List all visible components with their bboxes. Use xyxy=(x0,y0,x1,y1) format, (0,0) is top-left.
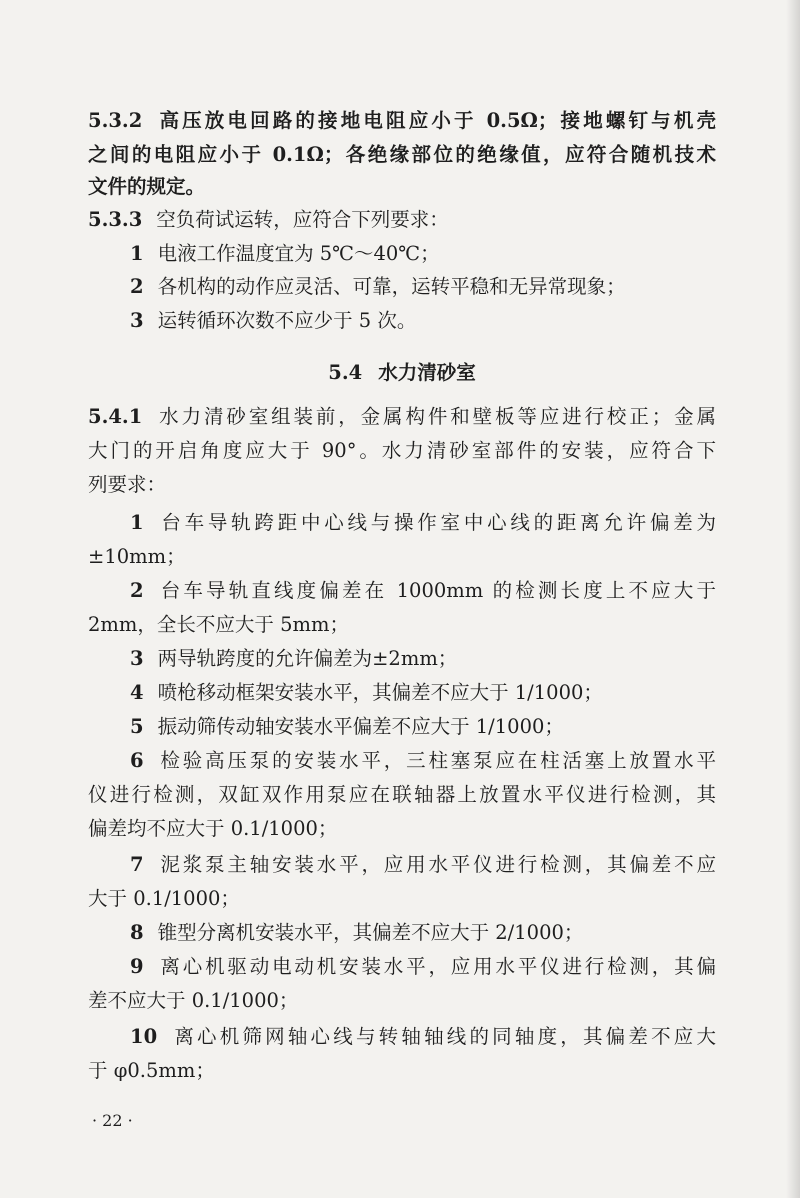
clause-number: 5.4.1 xyxy=(88,405,143,428)
list-item-line xyxy=(130,852,716,878)
list-item-line xyxy=(130,578,716,604)
clause-5-3-2-line2: 之间的电阻应小于 0.1Ω；各绝缘部位的绝缘值，应符合随机技术 xyxy=(88,143,716,166)
list-item-line: 2mm，全长不应大于 5mm； xyxy=(88,613,349,636)
list-item-line xyxy=(130,920,716,946)
item-number: 3 xyxy=(130,647,144,670)
item-text: 振动筛传动轴安装水平偏差不应大于 1/1000； xyxy=(157,715,564,738)
clause-5-3-2-line3: 文件的规定。 xyxy=(88,175,206,198)
list-item-line xyxy=(130,646,716,672)
list-item-line: 仪进行检测，双缸双作用泵应在联轴器上放置水平仪进行检测，其 xyxy=(88,783,716,806)
clause-5-4-1-line3: 列要求： xyxy=(88,473,167,496)
item-number: 7 xyxy=(130,853,144,876)
section-number: 5.4 xyxy=(328,361,363,384)
item-number: 1 xyxy=(130,242,144,265)
list-item-line: 差不应大于 0.1/1000； xyxy=(88,989,299,1012)
list-item-line xyxy=(130,1024,716,1050)
list-item xyxy=(130,241,716,267)
list-item-line xyxy=(130,680,716,706)
section-title: 水力清砂室 xyxy=(378,361,476,384)
page-number: · 22 · xyxy=(92,1111,133,1130)
item-number: 5 xyxy=(130,715,144,738)
item-number: 2 xyxy=(130,579,144,602)
item-text: 离心机筛网轴心线与转轴轴线的同轴度，其偏差不应大 xyxy=(171,1025,716,1048)
clause-number: 5.3.2 xyxy=(88,109,143,132)
item-text: 泥浆泵主轴安装水平，应用水平仪进行检测，其偏差不应 xyxy=(157,853,716,876)
item-text: 锥型分离机安装水平，其偏差不应大于 2/1000； xyxy=(157,921,584,944)
item-text: 运转循环次数不应少于 5 次。 xyxy=(157,309,417,332)
clause-text: 空负荷试运转，应符合下列要求： xyxy=(156,208,449,231)
item-number: 10 xyxy=(130,1025,158,1048)
item-text: 台车导轨直线度偏差在 1000mm 的检测长度上不应大于 xyxy=(157,579,716,602)
item-number: 9 xyxy=(130,955,144,978)
clause-5-3-2-line1 xyxy=(88,108,716,134)
clause-text: 水力清砂室组装前，金属构件和壁板等应进行校正；金属 xyxy=(156,405,716,428)
list-item-line: 于 φ0.5mm； xyxy=(88,1059,215,1082)
list-item xyxy=(130,274,716,300)
list-item-line: ±10mm； xyxy=(88,545,186,568)
item-text: 检验高压泵的安装水平，三柱塞泵应在柱活塞上放置水平 xyxy=(157,749,716,772)
list-item-line: 大于 0.1/1000； xyxy=(88,887,240,910)
item-number: 6 xyxy=(130,749,144,772)
list-item-line xyxy=(130,748,716,774)
item-text: 离心机驱动电动机安装水平，应用水平仪进行检测，其偏 xyxy=(157,955,716,978)
list-item-line: 偏差均不应大于 0.1/1000； xyxy=(88,817,338,840)
clause-5-3-3 xyxy=(88,207,716,233)
list-item-line xyxy=(130,954,716,980)
item-text: 喷枪移动框架安装水平，其偏差不应大于 1/1000； xyxy=(157,681,603,704)
item-text: 各机构的动作应灵活、可靠，运转平稳和无异常现象； xyxy=(157,275,626,298)
item-text: 电液工作温度宜为 5℃～40℃； xyxy=(157,242,440,265)
clause-5-4-1-line1 xyxy=(88,404,716,430)
clause-text: 高压放电回路的接地电阻应小于 0.5Ω；接地螺钉与机壳 xyxy=(156,109,716,132)
list-item xyxy=(130,308,716,334)
section-heading xyxy=(88,360,716,386)
clause-5-4-1-line2: 大门的开启角度应大于 90°。水力清砂室部件的安装，应符合下 xyxy=(88,439,716,462)
item-number: 4 xyxy=(130,681,144,704)
clause-number: 5.3.3 xyxy=(88,208,143,231)
item-number: 1 xyxy=(130,511,144,534)
page-edge-shadow xyxy=(786,0,800,1198)
list-item-line xyxy=(130,714,716,740)
item-number: 2 xyxy=(130,275,144,298)
item-text: 台车导轨跨距中心线与操作室中心线的距离允许偏差为 xyxy=(157,511,716,534)
item-text: 两导轨跨度的允许偏差为±2mm； xyxy=(157,647,458,670)
list-item-line xyxy=(130,510,716,536)
item-number: 3 xyxy=(130,309,144,332)
item-number: 8 xyxy=(130,921,144,944)
